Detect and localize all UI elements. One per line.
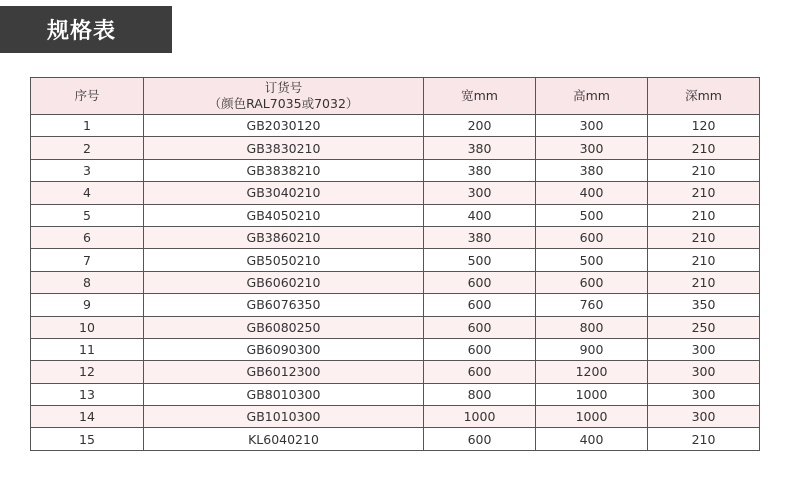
cell-height: 900 xyxy=(536,338,648,360)
cell-width: 400 xyxy=(424,204,536,226)
cell-order-number: GB2030120 xyxy=(144,115,424,137)
table-row xyxy=(31,159,760,181)
cell-order-number: GB3860210 xyxy=(144,226,424,248)
cell-order-number: GB4050210 xyxy=(144,204,424,226)
cell-depth: 210 xyxy=(648,159,760,181)
cell-index: 6 xyxy=(31,226,144,248)
cell-index: 7 xyxy=(31,249,144,271)
cell-order-number: GB6060210 xyxy=(144,271,424,293)
cell-depth: 210 xyxy=(648,271,760,293)
cell-order-number: GB8010300 xyxy=(144,383,424,405)
cell-width: 380 xyxy=(424,137,536,159)
cell-width: 1000 xyxy=(424,406,536,428)
header-height: 高mm xyxy=(536,78,648,115)
cell-index: 5 xyxy=(31,204,144,226)
cell-height: 600 xyxy=(536,271,648,293)
table-row xyxy=(31,204,760,226)
cell-height: 500 xyxy=(536,204,648,226)
cell-order-number: GB3838210 xyxy=(144,159,424,181)
header-order-color-note: （颜色RAL7035或7032） xyxy=(208,96,359,111)
cell-height: 380 xyxy=(536,159,648,181)
cell-width: 380 xyxy=(424,159,536,181)
cell-index: 11 xyxy=(31,338,144,360)
cell-height: 800 xyxy=(536,316,648,338)
cell-index: 9 xyxy=(31,294,144,316)
cell-depth: 350 xyxy=(648,294,760,316)
cell-index: 2 xyxy=(31,137,144,159)
cell-height: 500 xyxy=(536,249,648,271)
table-row xyxy=(31,182,760,204)
table-row xyxy=(31,137,760,159)
cell-order-number: GB6012300 xyxy=(144,361,424,383)
cell-index: 13 xyxy=(31,383,144,405)
cell-order-number: GB5050210 xyxy=(144,249,424,271)
table-row xyxy=(31,294,760,316)
table-row xyxy=(31,249,760,271)
header-order-number xyxy=(144,78,424,115)
cell-depth: 250 xyxy=(648,316,760,338)
cell-order-number: GB6076350 xyxy=(144,294,424,316)
cell-order-number: GB3830210 xyxy=(144,137,424,159)
header-order-label: 订货号 xyxy=(264,80,303,95)
cell-depth: 300 xyxy=(648,361,760,383)
table-row xyxy=(31,361,760,383)
cell-height: 400 xyxy=(536,182,648,204)
cell-height: 1200 xyxy=(536,361,648,383)
table-body xyxy=(31,115,760,451)
cell-height: 600 xyxy=(536,226,648,248)
cell-width: 600 xyxy=(424,271,536,293)
cell-width: 200 xyxy=(424,115,536,137)
cell-width: 600 xyxy=(424,428,536,450)
cell-depth: 210 xyxy=(648,249,760,271)
cell-order-number: GB6080250 xyxy=(144,316,424,338)
cell-order-number: GB3040210 xyxy=(144,182,424,204)
cell-height: 1000 xyxy=(536,406,648,428)
header-width: 宽mm xyxy=(424,78,536,115)
cell-index: 8 xyxy=(31,271,144,293)
cell-depth: 210 xyxy=(648,137,760,159)
cell-depth: 210 xyxy=(648,226,760,248)
cell-width: 300 xyxy=(424,182,536,204)
table-row xyxy=(31,226,760,248)
cell-index: 3 xyxy=(31,159,144,181)
cell-order-number: GB6090300 xyxy=(144,338,424,360)
cell-width: 600 xyxy=(424,316,536,338)
cell-height: 300 xyxy=(536,137,648,159)
cell-index: 10 xyxy=(31,316,144,338)
table-row xyxy=(31,383,760,405)
cell-depth: 120 xyxy=(648,115,760,137)
cell-height: 400 xyxy=(536,428,648,450)
cell-index: 12 xyxy=(31,361,144,383)
title-banner xyxy=(0,6,172,53)
table-row xyxy=(31,338,760,360)
table-row xyxy=(31,115,760,137)
cell-width: 600 xyxy=(424,361,536,383)
table-row xyxy=(31,428,760,450)
cell-depth: 300 xyxy=(648,406,760,428)
cell-width: 600 xyxy=(424,338,536,360)
header-depth: 深mm xyxy=(648,78,760,115)
cell-width: 500 xyxy=(424,249,536,271)
cell-depth: 210 xyxy=(648,204,760,226)
cell-index: 1 xyxy=(31,115,144,137)
cell-depth: 300 xyxy=(648,383,760,405)
cell-order-number: GB1010300 xyxy=(144,406,424,428)
table-row xyxy=(31,271,760,293)
cell-index: 4 xyxy=(31,182,144,204)
table-row xyxy=(31,406,760,428)
cell-depth: 300 xyxy=(648,338,760,360)
table-row xyxy=(31,316,760,338)
cell-depth: 210 xyxy=(648,428,760,450)
cell-index: 14 xyxy=(31,406,144,428)
cell-height: 760 xyxy=(536,294,648,316)
cell-depth: 210 xyxy=(648,182,760,204)
cell-index: 15 xyxy=(31,428,144,450)
cell-width: 800 xyxy=(424,383,536,405)
spec-table xyxy=(30,77,760,451)
cell-width: 380 xyxy=(424,226,536,248)
cell-width: 600 xyxy=(424,294,536,316)
cell-height: 300 xyxy=(536,115,648,137)
table-header-row xyxy=(31,78,760,115)
header-index: 序号 xyxy=(31,78,144,115)
page-title: 规格表 xyxy=(47,19,117,44)
cell-height: 1000 xyxy=(536,383,648,405)
cell-order-number: KL6040210 xyxy=(144,428,424,450)
